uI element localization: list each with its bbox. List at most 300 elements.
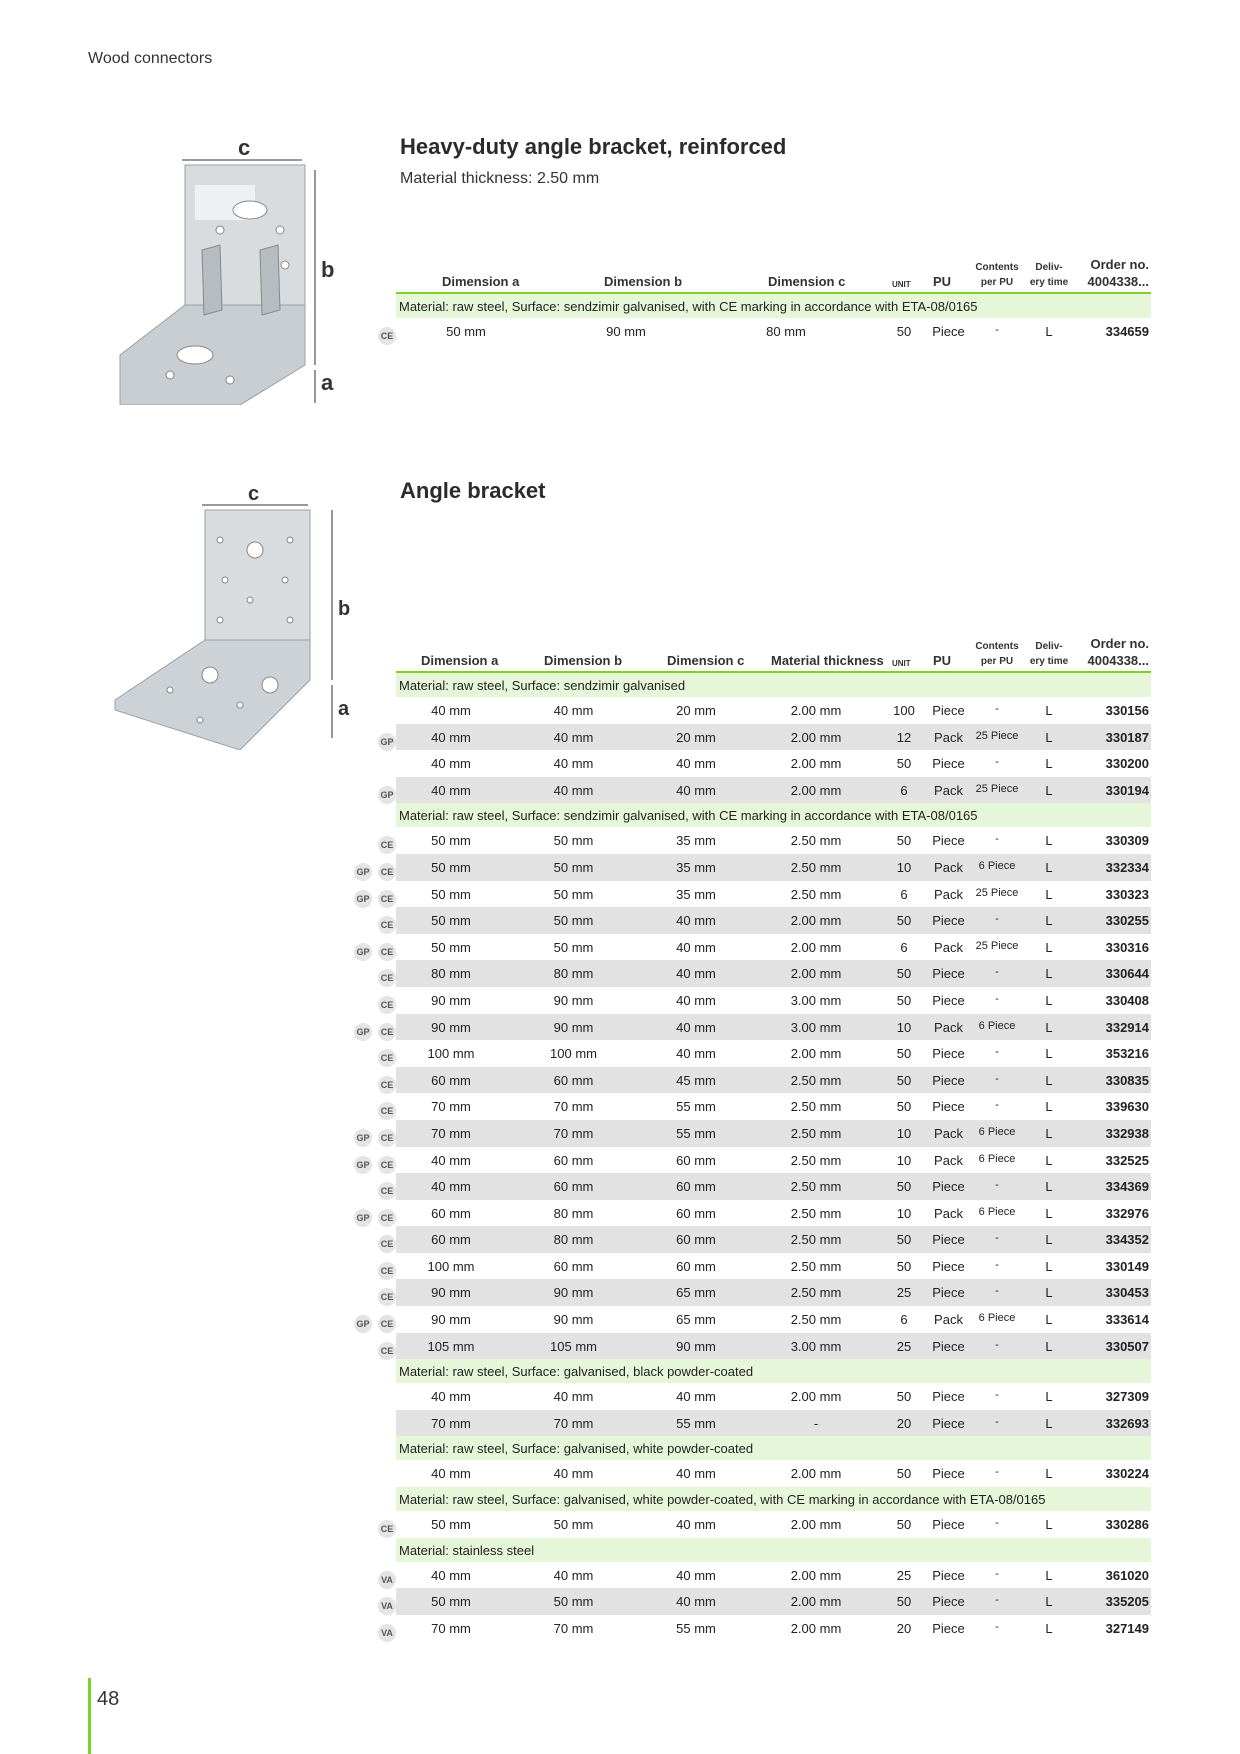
cell-t: 2.50 mm [790,1205,842,1221]
cell-deliv: L [1045,1152,1053,1168]
cell-b: 90 mm [606,324,646,339]
gp-icon: GP [354,890,372,908]
label-b: b [321,257,335,282]
cell-t: 2.00 mm [790,1466,842,1482]
cell-pu: Piece [932,1258,965,1274]
cell-unit: 50 [896,1594,912,1610]
cell-b: 60 mm [553,1072,594,1088]
cell-t: 2.50 mm [790,1258,842,1274]
cell-a: 50 mm [431,886,471,902]
cell-deliv: L [1045,1338,1053,1354]
cell-deliv: L [1045,1072,1053,1088]
angle-bracket-image [110,480,360,750]
cell-a: 90 mm [431,1312,471,1328]
cell-t: 2.50 mm [790,1125,842,1141]
cell-order: 334659 [1105,324,1149,339]
cell-pu: Pack [934,782,963,798]
cell-t: 3.00 mm [790,1019,842,1035]
cell-pu: Pack [934,886,963,902]
cell-deliv: L [1045,1125,1053,1141]
cell-b: 50 mm [553,859,594,875]
table-row [356,1147,1151,1174]
section1-subtitle: Material thickness: 2.50 mm [400,170,600,187]
cell-unit: 50 [896,913,912,929]
table-row [380,1173,1151,1200]
cell-pu: Piece [932,1046,965,1062]
cell-unit: 50 [896,1179,912,1195]
cell-order: 333614 [1105,1312,1149,1328]
cell-a: 70 mm [431,1620,471,1636]
table-row [380,960,1151,987]
footer-accent-bar [88,1678,91,1754]
cell-deliv: L [1045,1567,1053,1583]
table-row [380,1040,1151,1067]
cell-unit: 20 [896,1620,912,1636]
material-text: Material: raw steel, Surface: sendzimir galvanised, with CE marking in accordance with ETA-08/0165 [399,299,978,314]
cell-contents: 25 Piece [975,782,1019,795]
ce-icon: CE [378,916,396,934]
cell-t: 2.00 mm [790,1046,842,1062]
cell-unit: 10 [896,1205,912,1221]
cell-deliv: L [1045,1258,1053,1274]
table-row [380,827,1151,854]
cell-c: 40 mm [676,782,716,798]
cell-unit: 25 [896,1567,912,1583]
cell-b: 50 mm [553,913,594,929]
cell-c: 45 mm [676,1072,716,1088]
cell-t: 2.50 mm [790,886,842,902]
cell-t: 2.00 mm [790,756,842,772]
cell-pu: Piece [932,703,965,718]
cell-order: 334352 [1105,1232,1149,1248]
cell-deliv: L [1045,782,1053,798]
cell-t: 2.50 mm [790,1285,842,1301]
cell-a: 90 mm [431,992,471,1008]
gp-icon: GP [354,1209,372,1227]
table-row [380,987,1151,1014]
cell-a: 105 mm [427,1338,475,1354]
cell-c: 20 mm [676,729,716,745]
cell-contents: - [995,756,999,769]
cell-a: 40 mm [431,782,471,798]
cell-a: 40 mm [431,703,471,718]
material-text: Material: raw steel, Surface: galvanised, white powder-coated, with CE marking in accordance with ETA-08/0165 [399,1492,1046,1508]
cell-order: 330408 [1105,992,1149,1008]
table-row [356,1120,1151,1147]
cell-t: 2.00 mm [790,1389,842,1405]
cell-a: 100 mm [427,1258,475,1274]
cell-b: 70 mm [553,1125,594,1141]
cell-b: 70 mm [553,1099,594,1115]
cell-a: 50 mm [431,939,471,955]
cell-unit: 50 [896,1232,912,1248]
cell-c: 40 mm [676,966,716,982]
table-row [380,1226,1151,1253]
cell-a: 40 mm [431,729,471,745]
table-row [356,934,1151,961]
cell-contents: 25 Piece [975,729,1019,742]
cell-contents: 6 Piece [978,1205,1016,1218]
table-row [380,1253,1151,1280]
cell-unit: 50 [896,1466,912,1482]
ce-icon: CE [378,1076,396,1094]
cell-c: 40 mm [676,992,716,1008]
cell-b: 90 mm [553,1019,594,1035]
cell-unit: 25 [896,1338,912,1354]
gp-icon: GP [378,786,396,804]
ce-icon: CE [378,1156,396,1174]
cell-deliv: L [1045,1019,1053,1035]
material-row [396,294,1151,318]
ce-icon: CE [378,1209,396,1227]
material-text: Material: raw steel, Surface: sendzimir galvanised, with CE marking in accordance with ETA-08/0165 [399,808,978,824]
cell-pu: Piece [932,1179,965,1195]
cell-c: 60 mm [676,1232,716,1248]
cell-order: 330200 [1105,756,1149,772]
table-row [356,1014,1151,1041]
cell-contents: 6 Piece [978,1152,1016,1165]
cell-c: 40 mm [676,1389,716,1405]
cell-order: 330255 [1105,913,1149,929]
gp-icon: GP [354,1156,372,1174]
cell-contents: - [995,1338,999,1351]
cell-unit: 10 [896,1152,912,1168]
label-a: a [338,698,350,720]
table-row [396,1410,1151,1437]
cell-c: 40 mm [676,1594,716,1610]
cell-contents: - [995,703,999,715]
cell-pu: Piece [932,324,965,339]
cell-pu: Piece [932,1099,965,1115]
cell-t: 2.50 mm [790,1312,842,1328]
table-row [380,724,1151,751]
cell-c: 55 mm [676,1099,716,1115]
label-b: b [338,598,351,620]
cell-order: 330286 [1105,1517,1149,1533]
cell-deliv: L [1045,1594,1053,1610]
cell-c: 80 mm [766,324,806,339]
cell-pu: Piece [932,1072,965,1088]
cell-deliv: L [1045,729,1053,745]
cell-order: 332976 [1105,1205,1149,1221]
cell-t: 2.50 mm [790,1232,842,1248]
cell-b: 50 mm [553,1517,594,1533]
table-header: Dimension a Dimension b Dimension c UNIT PU Contents per PU Deliv- ery time Order no. 4004338... [396,246,1151,294]
cell-b: 60 mm [553,1152,594,1168]
ce-icon: CE [378,969,396,987]
material-text: Material: stainless steel [399,1542,535,1558]
ce-icon: CE [378,1262,396,1280]
cell-b: 40 mm [553,782,594,798]
cell-order: 332334 [1105,859,1149,875]
va-icon: VA [378,1597,396,1615]
cell-unit: 50 [896,1099,912,1115]
cell-contents: - [995,1517,999,1530]
cell-unit: 50 [896,966,912,982]
gp-icon: GP [354,1023,372,1041]
cell-contents: - [995,1099,999,1112]
cell-contents: - [995,1567,999,1580]
cell-contents: 6 Piece [978,1312,1016,1325]
cell-t: 3.00 mm [790,992,842,1008]
cell-order: 330507 [1105,1338,1149,1354]
cell-deliv: L [1045,1099,1053,1115]
cell-deliv: L [1045,1466,1053,1482]
cell-contents: - [995,966,999,979]
cell-pu: Pack [934,1205,963,1221]
cell-pu: Piece [932,1285,965,1301]
cell-deliv: L [1045,1389,1053,1405]
cell-c: 35 mm [676,859,716,875]
cell-unit: 25 [896,1285,912,1301]
cell-contents: - [995,1046,999,1059]
cell-contents: - [995,833,999,846]
material-row [396,1436,1151,1460]
cell-unit: 6 [900,1312,908,1328]
table-row [380,907,1151,934]
table-row [396,1460,1151,1487]
cell-deliv: L [1045,324,1053,339]
cell-b: 70 mm [553,1620,594,1636]
cell-b: 90 mm [553,992,594,1008]
cell-b: 50 mm [553,939,594,955]
material-row [396,1359,1151,1383]
material-row [396,673,1151,697]
label-a: a [321,370,334,395]
ce-icon: CE [378,943,396,961]
cell-pu: Pack [934,1125,963,1141]
ce-icon: CE [378,1315,396,1333]
cell-t: 2.50 mm [790,833,842,849]
gp-icon: GP [354,863,372,881]
cell-unit: 6 [900,886,908,902]
cell-c: 55 mm [676,1415,716,1431]
cell-t: 2.00 mm [790,1594,842,1610]
cell-order: 330194 [1105,782,1149,798]
cell-t: 2.00 mm [790,913,842,929]
cell-order: 332525 [1105,1152,1149,1168]
cell-order: 330316 [1105,939,1149,955]
ce-icon: CE [378,1520,396,1538]
cell-pu: Piece [932,966,965,982]
cell-c: 40 mm [676,1046,716,1062]
table-row [381,1615,1151,1642]
cell-pu: Pack [934,1152,963,1168]
cell-a: 70 mm [431,1099,471,1115]
cell-order: 332914 [1105,1019,1149,1035]
cell-a: 60 mm [431,1205,471,1221]
ce-icon: CE [378,890,396,908]
cell-order: 330187 [1105,729,1149,745]
cell-order: 339630 [1105,1099,1149,1115]
table-row [380,1279,1151,1306]
cell-c: 35 mm [676,833,716,849]
table-row [380,1067,1151,1094]
cell-deliv: L [1045,703,1053,718]
cell-unit: 50 [896,992,912,1008]
cell-b: 40 mm [553,1466,594,1482]
cell-t: 2.50 mm [790,1179,842,1195]
ce-icon: CE [378,1342,396,1360]
cell-pu: Piece [932,756,965,772]
cell-b: 90 mm [553,1285,594,1301]
cell-order: 361020 [1105,1567,1149,1583]
cell-pu: Piece [932,1232,965,1248]
cell-contents: - [995,1258,999,1271]
cell-contents: - [995,1466,999,1479]
cell-c: 40 mm [676,1019,716,1035]
ce-icon: CE [378,1182,396,1200]
cell-deliv: L [1045,992,1053,1008]
cell-deliv: L [1045,833,1053,849]
cell-unit: 50 [896,1072,912,1088]
running-header: Wood connectors [88,50,213,67]
table-row [396,750,1151,777]
cell-t: 2.00 mm [790,729,842,745]
cell-contents: - [995,1072,999,1085]
cell-unit: 50 [896,324,912,339]
cell-contents: - [995,1620,999,1633]
cell-order: 330156 [1105,703,1149,718]
material-row [396,803,1151,827]
cell-a: 50 mm [431,859,471,875]
ce-icon: CE [378,327,396,345]
table-row [356,854,1151,881]
cell-contents: - [995,1594,999,1607]
cell-a: 50 mm [431,1517,471,1533]
cell-a: 90 mm [431,1285,471,1301]
cell-deliv: L [1045,939,1053,955]
cell-c: 55 mm [676,1125,716,1141]
cell-pu: Piece [932,1567,965,1583]
ce-icon: CE [378,1049,396,1067]
cell-order: 330644 [1105,966,1149,982]
cell-a: 40 mm [431,1466,471,1482]
cell-a: 50 mm [446,324,486,339]
material-text: Material: raw steel, Surface: sendzimir galvanised [399,678,686,693]
cell-pu: Piece [932,1415,965,1431]
cell-t: 2.50 mm [790,1099,842,1115]
ce-icon: CE [378,1023,396,1041]
cell-c: 60 mm [676,1258,716,1274]
cell-b: 50 mm [553,833,594,849]
cell-contents: 25 Piece [975,886,1019,899]
cell-c: 65 mm [676,1285,716,1301]
table-row [356,881,1151,908]
table-header: Dimension a Dimension b Dimension c Material thickness UNIT PU Contents per PU Deliv- ery time Order no. 4004338... [396,625,1151,673]
cell-pu: Piece [932,913,965,929]
cell-a: 90 mm [431,1019,471,1035]
cell-c: 40 mm [676,1567,716,1583]
cell-order: 330149 [1105,1258,1149,1274]
cell-pu: Piece [932,1466,965,1482]
cell-order: 327309 [1105,1389,1149,1405]
table-row [396,1383,1151,1410]
cell-deliv: L [1045,913,1053,929]
cell-a: 80 mm [431,966,471,982]
cell-pu: Piece [932,1389,965,1405]
cell-unit: 50 [896,1389,912,1405]
gp-icon: GP [354,943,372,961]
cell-pu: Piece [932,992,965,1008]
cell-c: 60 mm [676,1179,716,1195]
cell-b: 90 mm [553,1312,594,1328]
cell-a: 70 mm [431,1415,471,1431]
cell-a: 40 mm [431,756,471,772]
cell-order: 332938 [1105,1125,1149,1141]
cell-contents: - [995,1285,999,1298]
cell-a: 40 mm [431,1152,471,1168]
cell-unit: 6 [900,939,908,955]
gp-icon: GP [378,733,396,751]
cell-t: 2.00 mm [790,1567,842,1583]
cell-pu: Piece [932,1594,965,1610]
va-icon: VA [378,1571,396,1589]
cell-order: 334369 [1105,1179,1149,1195]
cell-contents: - [995,1389,999,1402]
cell-c: 40 mm [676,756,716,772]
ce-icon: CE [378,1102,396,1120]
cell-contents: - [995,324,999,336]
cell-t: 2.00 mm [790,1620,842,1636]
cell-contents: - [995,1415,999,1428]
table-row [380,777,1151,804]
cell-b: 80 mm [553,1232,594,1248]
cell-deliv: L [1045,1312,1053,1328]
cell-contents: - [995,992,999,1005]
cell-a: 50 mm [431,833,471,849]
cell-contents: 6 Piece [978,1125,1016,1138]
section1-title: Heavy-duty angle bracket, reinforced [400,134,787,159]
cell-order: 330835 [1105,1072,1149,1088]
ce-icon: CE [378,1235,396,1253]
cell-c: 40 mm [676,1517,716,1533]
cell-deliv: L [1045,1205,1053,1221]
cell-b: 50 mm [553,1594,594,1610]
table-row [380,1093,1151,1120]
cell-a: 50 mm [431,1594,471,1610]
table-row [356,1200,1151,1227]
cell-t: 2.00 mm [790,939,842,955]
cell-pu: Pack [934,1019,963,1035]
cell-b: 40 mm [553,756,594,772]
cell-t: 2.50 mm [790,859,842,875]
cell-b: 40 mm [553,703,594,718]
cell-deliv: L [1045,859,1053,875]
cell-order: 327149 [1105,1620,1149,1636]
cell-a: 50 mm [431,913,471,929]
cell-pu: Piece [932,833,965,849]
cell-pu: Piece [932,1517,965,1533]
label-c: c [248,483,260,505]
cell-order: 335205 [1105,1594,1149,1610]
ce-icon: CE [378,863,396,881]
cell-b: 70 mm [553,1415,594,1431]
table-row [380,318,1151,345]
ce-icon: CE [378,996,396,1014]
cell-order: 330323 [1105,886,1149,902]
cell-b: 40 mm [553,1389,594,1405]
cell-t: 2.50 mm [790,1152,842,1168]
gp-icon: GP [354,1315,372,1333]
cell-deliv: L [1045,1285,1053,1301]
heavy-duty-bracket-image [110,135,380,405]
cell-t: - [813,1415,819,1431]
cell-deliv: L [1045,966,1053,982]
table-row [356,1306,1151,1333]
table-row [396,697,1151,724]
table-row [380,1333,1151,1360]
